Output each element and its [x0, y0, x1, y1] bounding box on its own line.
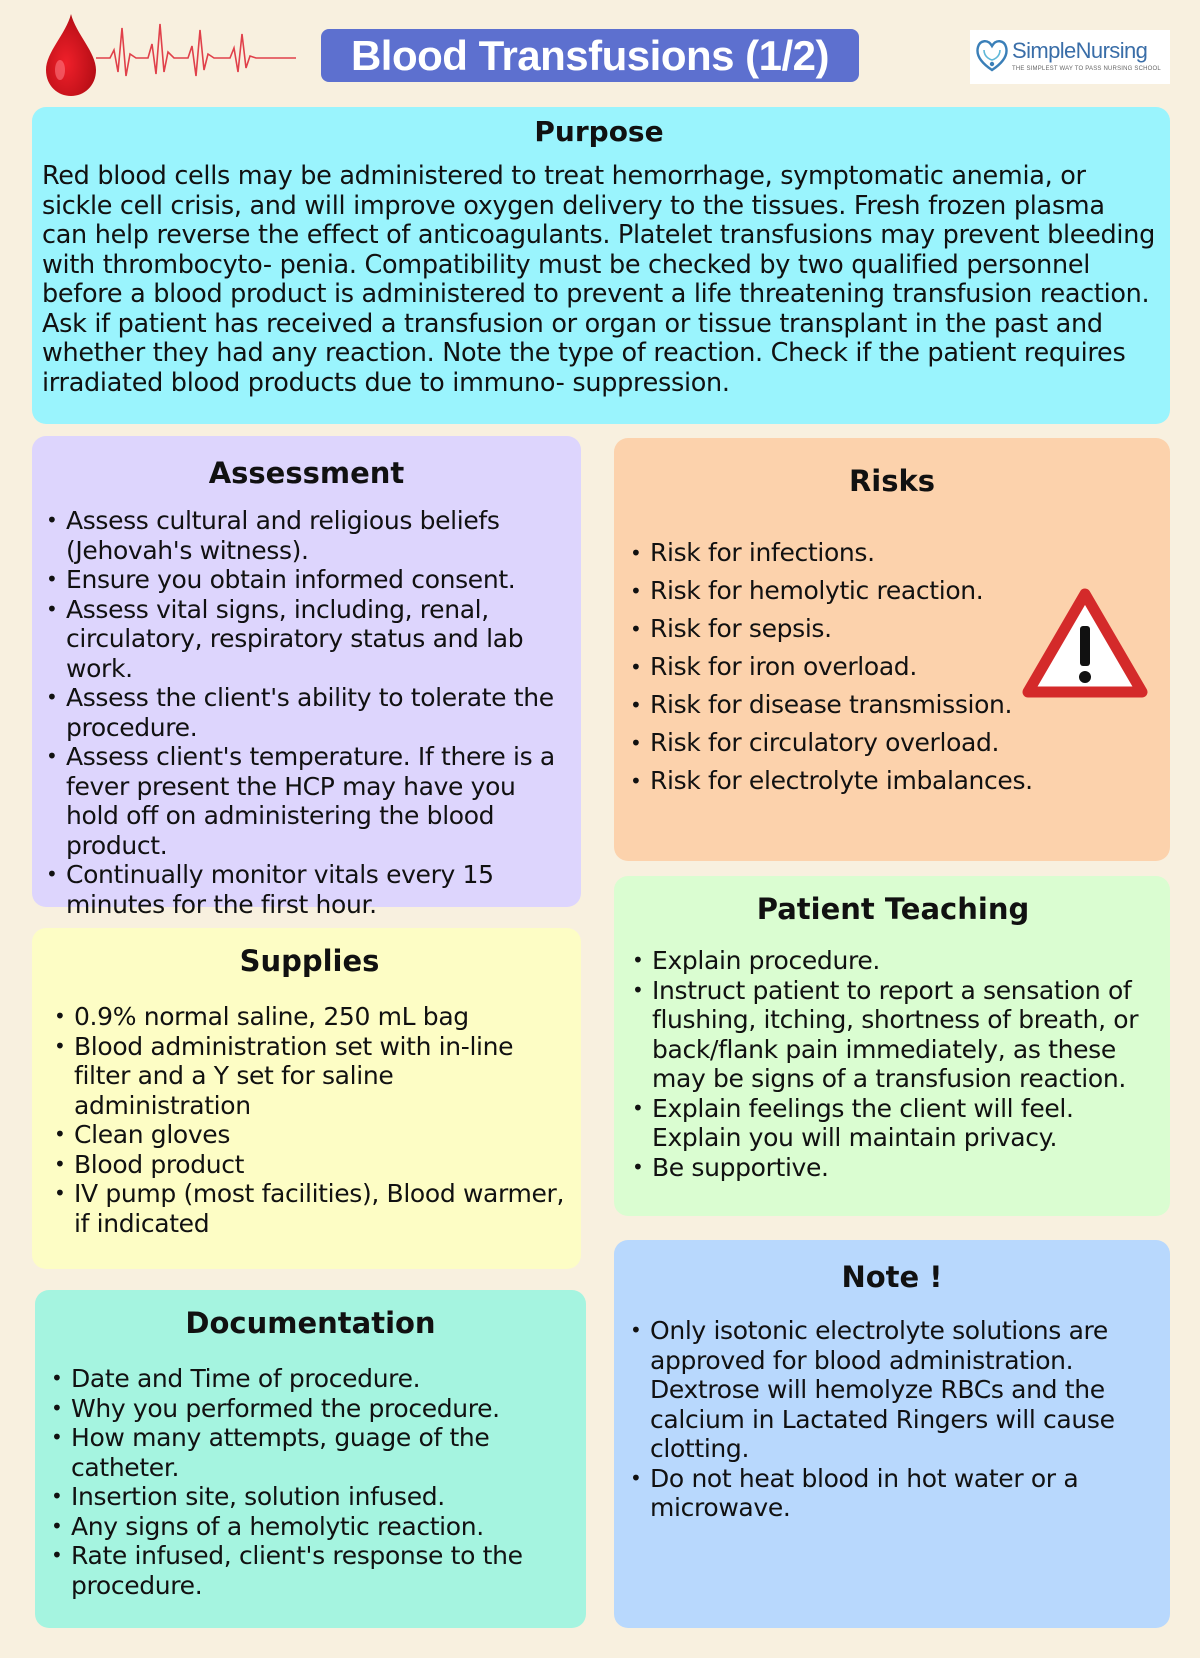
- list-item: • Be supportive.: [626, 1153, 1160, 1183]
- list-item: • Assess the client's ability to tolerate the procedure.: [40, 683, 573, 742]
- list-item: • Do not heat blood in hot water or a microwave.: [624, 1464, 1160, 1523]
- page-title: Blood Transfusions (1/2): [321, 29, 859, 82]
- documentation-list: [45, 1364, 576, 1600]
- risks-heading: Risks: [848, 464, 936, 498]
- note-list: [624, 1316, 1160, 1523]
- note-section: [614, 1240, 1170, 1628]
- list-item: • Explain feelings the client will feel. Explain you will maintain privacy.: [626, 1094, 1160, 1153]
- list-item: • 0.9% normal saline, 250 mL bag: [48, 1002, 571, 1032]
- blood-drop-icon: [40, 12, 102, 98]
- list-item: • Risk for sepsis.: [624, 610, 1160, 648]
- list-item: • Only isotonic electrolyte solutions are approved for blood administration. Dextrose will hemolyze RBCs and the calcium in Lactated Ringers will cause clotting.: [624, 1316, 1160, 1464]
- documentation-heading: Documentation: [185, 1306, 436, 1340]
- list-item: • How many attempts, guage of the catheter.: [45, 1423, 576, 1482]
- list-item: • Insertion site, solution infused.: [45, 1482, 576, 1512]
- purpose-section: [32, 107, 1170, 424]
- list-item: • Any signs of a hemolytic reaction.: [45, 1512, 576, 1542]
- purpose-text: Red blood cells may be administered to treat hemorrhage, symptomatic anemia, or sickle cell crisis, and will improve oxygen delivery to the tissues. Fresh frozen plasma can help reverse the effect of anticoagulants. Platelet transfusions may prevent bleeding with thrombocyto- penia. Compatibility must be checked by two qualified personnel before a blood product is administered to prevent a life threatening transfusion reaction. Ask if patient has received a transfusion or organ or tissue transplant in the past and whether they had any reaction. Note the type of reaction. Check if the patient requires irradiated blood products due to immuno- suppression.: [42, 161, 1155, 398]
- logo: [970, 30, 1170, 84]
- warning-triangle-icon: [1022, 588, 1148, 702]
- list-item: • Continually monitor vitals every 15 minutes for the first hour.: [40, 860, 573, 919]
- assessment-section: [32, 436, 581, 919]
- list-item: • IV pump (most facilities), Blood warmer, if indicated: [48, 1179, 571, 1238]
- assessment-heading: Assessment: [208, 456, 405, 490]
- patient-teaching-heading: Patient Teaching: [756, 892, 1030, 926]
- documentation-section: [35, 1290, 586, 1628]
- heartbeat-line-icon: [96, 14, 296, 86]
- assessment-list: [40, 506, 573, 919]
- list-item: • Risk for disease transmission.: [624, 686, 1160, 724]
- purpose-heading: Purpose: [534, 115, 664, 148]
- list-item: • Risk for iron overload.: [624, 648, 1160, 686]
- logo-tagline: THE SIMPLEST WAY TO PASS NURSING SCHOOL: [1012, 66, 1161, 72]
- stethoscope-heart-icon: [974, 36, 1010, 76]
- list-item: • Ensure you obtain informed consent.: [40, 565, 573, 595]
- list-item: • Explain procedure.: [626, 946, 1160, 976]
- list-item: • Why you performed the procedure.: [45, 1394, 576, 1424]
- supplies-section: [32, 928, 581, 1269]
- patient-teaching-section: [614, 876, 1170, 1216]
- list-item: • Instruct patient to report a sensation of flushing, itching, shortness of breath, or back/flank pain immediately, as these may be signs of a transfusion reaction.: [626, 976, 1160, 1094]
- list-item: • Risk for infections.: [624, 534, 1160, 572]
- note-heading: Note !: [841, 1260, 943, 1294]
- list-item: • Risk for circulatory overload.: [624, 724, 1160, 762]
- list-item: • Blood administration set with in-line filter and a Y set for saline administration: [48, 1032, 571, 1121]
- list-item: • Date and Time of procedure.: [45, 1364, 576, 1394]
- list-item: • Assess client's temperature. If there is a fever present the HCP may have you hold off on administering the blood product.: [40, 742, 573, 860]
- list-item: • Risk for hemolytic reaction.: [624, 572, 1160, 610]
- list-item: • Clean gloves: [48, 1120, 571, 1150]
- list-item: • Risk for electrolyte imbalances.: [624, 762, 1160, 800]
- logo-name: SimpleNursing: [1012, 38, 1148, 63]
- list-item: • Blood product: [48, 1150, 571, 1180]
- list-item: • Assess vital signs, including, renal, circulatory, respiratory status and lab work.: [40, 595, 573, 684]
- risks-section: [614, 438, 1170, 861]
- supplies-list: [48, 1002, 571, 1238]
- supplies-heading: Supplies: [239, 944, 380, 978]
- patient-teaching-list: [626, 946, 1160, 1182]
- list-item: • Rate infused, client's response to the procedure.: [45, 1541, 576, 1600]
- list-item: • Assess cultural and religious beliefs (Jehovah's witness).: [40, 506, 573, 565]
